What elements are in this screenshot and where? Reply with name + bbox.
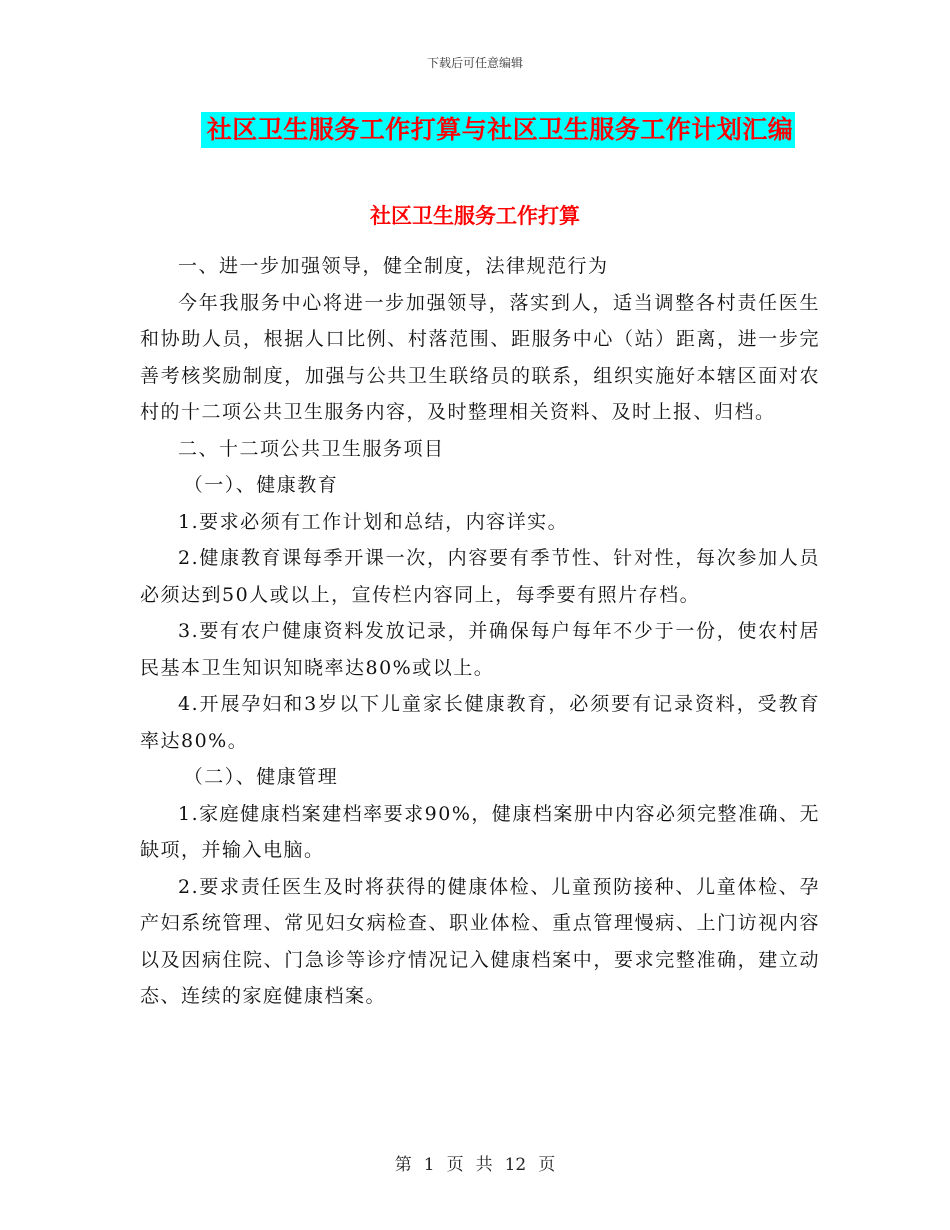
- list-item: 2.要求责任医生及时将获得的健康体检、儿童预防接种、儿童体检、孕产妇系统管理、常见妇女病检查、职业体检、重点管理慢病、上门访视内容以及因病住院、门急诊等诊疗情况记入健康档案中，要求完整准确，建立动态、连续的家庭健康档案。: [140, 875, 820, 1007]
- section-title: 社区卫生服务工作打算: [370, 203, 580, 228]
- footer-label-total-unit: 页: [538, 1155, 556, 1175]
- document-body: [140, 248, 820, 1015]
- list-item: 1.要求必须有工作计划和总结，内容详实。: [178, 510, 569, 533]
- list-item: 3.要有农户健康资料发放记录，并确保每户每年不少于一份，使农村居民基本卫生知识知晓率达80%或以上。: [140, 620, 820, 679]
- page-number: 1: [423, 1155, 435, 1175]
- list-item: 1.家庭健康档案建档率要求90%，健康档案册中内容必须完整准确、无缺项，并输入电脑。: [140, 802, 820, 861]
- main-title-wrapper: [0, 112, 950, 148]
- page-footer: [0, 1150, 950, 1175]
- list-item: 4.开展孕妇和3岁以下儿童家长健康教育，必须要有记录资料，受教育率达80%。: [140, 693, 820, 752]
- heading-1: 一、进一步加强领导，健全制度，法律规范行为: [178, 255, 609, 277]
- footer-label-page-unit: 页: [446, 1155, 464, 1175]
- footer-label-total: 共: [475, 1155, 493, 1175]
- list-item: 2.健康教育课每季开课一次，内容要有季节性、针对性，每次参加人员必须达到50人或以上，宣传栏内容同上，每季要有照片存档。: [140, 547, 820, 606]
- main-title: 社区卫生服务工作打算与社区卫生服务工作计划汇编: [201, 112, 796, 148]
- heading-2: 二、十二项公共卫生服务项目: [178, 437, 445, 460]
- subheading-health-management: （二）、健康管理: [183, 766, 339, 788]
- header-note: 下载后可任意编辑: [426, 56, 523, 70]
- footer-label-page: 第: [394, 1155, 412, 1175]
- paragraph-leadership: 今年我服务中心将进一步加强领导，落实到人，适当调整各村责任医生和协助人员，根据人口比例、村落范围、距服务中心（站）距离，进一步完善考核奖励制度，加强与公共卫生联络员的联系，组织实施好本辖区面对农村的十二项公共卫生服务内容，及时整理相关资料、及时上报、归档。: [140, 291, 820, 423]
- total-pages: 12: [504, 1155, 527, 1175]
- subheading-health-education: （一）、健康教育: [183, 474, 339, 496]
